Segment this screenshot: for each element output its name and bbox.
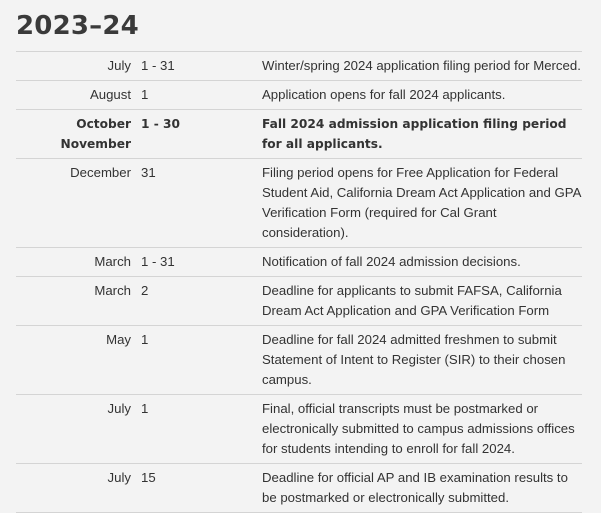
row-days: 1	[138, 326, 258, 395]
row-event: Deadline for applicants to submit FAFSA, California Dream Act Application and GPA Verification Form	[258, 277, 582, 326]
row-month: July	[16, 464, 138, 513]
row-month: July	[16, 52, 138, 81]
table-row	[16, 248, 582, 277]
row-event: Application opens for fall 2024 applicants.	[258, 81, 582, 110]
row-days: 1	[138, 81, 258, 110]
row-event: Final, official transcripts must be postmarked or electronically submitted to campus admissions offices for students intending to enroll for fall 2024.	[258, 395, 582, 464]
row-month: December	[16, 159, 138, 248]
page-title: 2023–24	[16, 11, 139, 41]
row-days: 31	[138, 159, 258, 248]
table-row	[16, 277, 582, 326]
row-month: October November	[16, 110, 138, 159]
row-days: 1	[138, 395, 258, 464]
row-event: Fall 2024 admission application filing period for all applicants.	[258, 110, 582, 159]
table-row	[16, 81, 582, 110]
table-row	[16, 464, 582, 513]
row-days: 1 - 31	[138, 52, 258, 81]
row-event: Filing period opens for Free Application for Federal Student Aid, California Dream Act Application and GPA Verification Form (required for Cal Grant consideration).	[258, 159, 582, 248]
row-month: May	[16, 326, 138, 395]
dates-table	[16, 51, 582, 513]
table-row	[16, 326, 582, 395]
row-event: Notification of fall 2024 admission decisions.	[258, 248, 582, 277]
row-days: 15	[138, 464, 258, 513]
row-month: August	[16, 81, 138, 110]
row-days: 1 - 30	[138, 110, 258, 159]
row-event: Winter/spring 2024 application filing period for Merced.	[258, 52, 582, 81]
row-month: March	[16, 277, 138, 326]
table-row	[16, 110, 582, 159]
row-days: 1 - 31	[138, 248, 258, 277]
table-row	[16, 159, 582, 248]
table-row	[16, 52, 582, 81]
row-event: Deadline for fall 2024 admitted freshmen to submit Statement of Intent to Register (SIR) to their chosen campus.	[258, 326, 582, 395]
row-event: Deadline for official AP and IB examination results to be postmarked or electronically submitted.	[258, 464, 582, 513]
row-days: 2	[138, 277, 258, 326]
page-content	[16, 0, 582, 513]
row-month: July	[16, 395, 138, 464]
row-month: March	[16, 248, 138, 277]
table-row	[16, 395, 582, 464]
